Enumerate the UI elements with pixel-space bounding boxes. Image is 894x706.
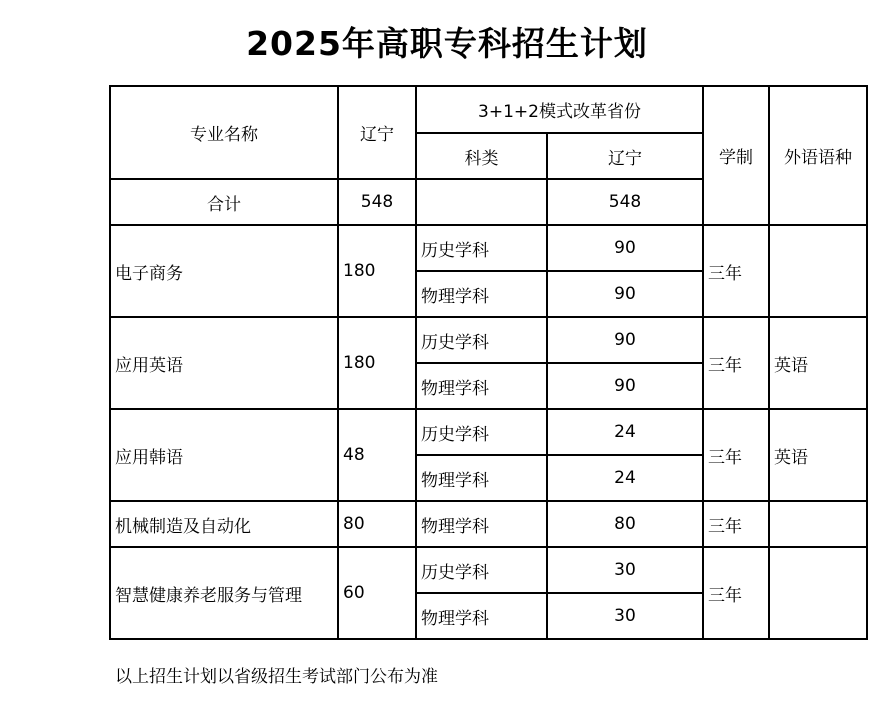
major-quota: 48	[338, 409, 416, 501]
major-quota: 60	[338, 547, 416, 639]
major-name: 电子商务	[110, 225, 338, 317]
subject-quota: 90	[547, 271, 703, 317]
duration-cell: 三年	[703, 501, 769, 547]
subject-cell: 物理学科	[416, 593, 547, 639]
header-major: 专业名称	[110, 86, 338, 179]
table-row	[110, 225, 867, 271]
major-quota: 180	[338, 317, 416, 409]
subject-quota: 30	[547, 547, 703, 593]
language-cell: 英语	[769, 317, 867, 409]
header-reform-province: 辽宁	[547, 133, 703, 179]
table-row	[110, 547, 867, 593]
major-name: 智慧健康养老服务与管理	[110, 547, 338, 639]
subject-quota: 90	[547, 363, 703, 409]
major-name: 应用韩语	[110, 409, 338, 501]
duration-cell: 三年	[703, 409, 769, 501]
duration-cell: 三年	[703, 317, 769, 409]
total-label: 合计	[110, 179, 338, 225]
table-row	[110, 501, 867, 547]
subject-quota: 30	[547, 593, 703, 639]
subject-cell: 历史学科	[416, 225, 547, 271]
subject-quota: 80	[547, 501, 703, 547]
subject-cell: 物理学科	[416, 501, 547, 547]
header-reform-group: 3+1+2模式改革省份	[416, 86, 703, 133]
total-subject	[416, 179, 547, 225]
major-quota: 180	[338, 225, 416, 317]
header-subject: 科类	[416, 133, 547, 179]
header-province: 辽宁	[338, 86, 416, 179]
duration-cell: 三年	[703, 225, 769, 317]
subject-quota: 24	[547, 409, 703, 455]
total-reform-quota: 548	[547, 179, 703, 225]
subject-cell: 历史学科	[416, 409, 547, 455]
footnote: 以上招生计划以省级招生考试部门公布为准	[115, 667, 438, 687]
subject-cell: 历史学科	[416, 547, 547, 593]
page-title: 2025年高职专科招生计划	[246, 24, 648, 63]
language-cell	[769, 547, 867, 639]
header-language: 外语语种	[769, 86, 867, 225]
language-cell: 英语	[769, 409, 867, 501]
total-quota: 548	[338, 179, 416, 225]
header-duration: 学制	[703, 86, 769, 225]
major-name: 应用英语	[110, 317, 338, 409]
major-name: 机械制造及自动化	[110, 501, 338, 547]
subject-quota: 90	[547, 317, 703, 363]
subject-cell: 历史学科	[416, 317, 547, 363]
subject-cell: 物理学科	[416, 271, 547, 317]
subject-cell: 物理学科	[416, 455, 547, 501]
enrollment-plan-table	[109, 85, 868, 640]
header-row	[110, 86, 867, 133]
language-cell	[769, 225, 867, 317]
subject-quota: 90	[547, 225, 703, 271]
subject-quota: 24	[547, 455, 703, 501]
subject-cell: 物理学科	[416, 363, 547, 409]
table-row	[110, 409, 867, 455]
table-row	[110, 317, 867, 363]
major-quota: 80	[338, 501, 416, 547]
language-cell	[769, 501, 867, 547]
duration-cell: 三年	[703, 547, 769, 639]
